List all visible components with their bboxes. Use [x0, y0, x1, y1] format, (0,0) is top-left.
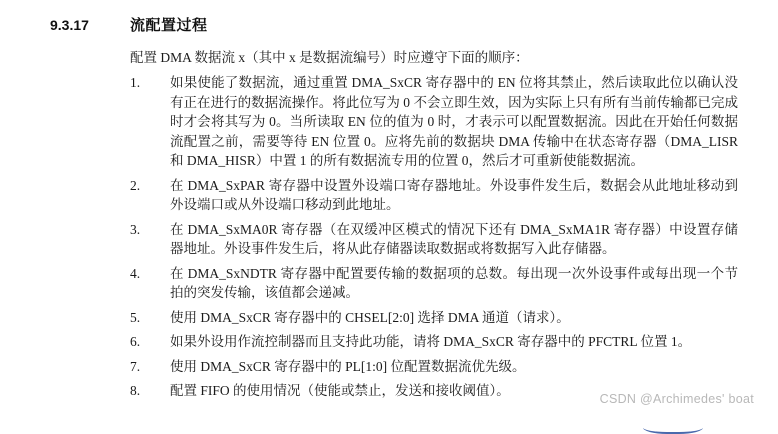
- page-curl-decoration: [643, 418, 703, 434]
- list-item-number: 4.: [130, 265, 141, 281]
- list-item-number: 1.: [130, 75, 141, 90]
- list-item: [130, 220, 738, 259]
- list-item-text: 如果使能了数据流，通过重置 DMA_SxCR 寄存器中的 EN 位将其禁止，然后读取此位以确认没有正在进行的数据流操作。将此位写为 0 不会立即生效，因为实际上只有所有当前传输都已完成时才会将其写为 0。当所读取 EN 位的值为 0 时，才表示可以配置数据流。因此在开始任何数据流配置之前，需要等待 EN 位置 0。应将先前的数据块 DMA 传输中在状态寄存器（DMA_LISR 和 DMA_HISR）中置 1 的所有数据流专用的位置 0，然后才可重新使能数据流。: [170, 75, 738, 168]
- intro-paragraph: 配置 DMA 数据流 x（其中 x 是数据流编号）时应遵守下面的顺序：: [130, 50, 529, 65]
- list-item-number: 3.: [130, 221, 141, 237]
- list-item: [130, 264, 738, 303]
- list-item-text: 使用 DMA_SxCR 寄存器中的 CHSEL[2:0] 选择 DMA 通道（请求）。: [170, 309, 570, 325]
- list-item-text: 配置 FIFO 的使用情况（使能或禁止，发送和接收阈值）。: [170, 383, 510, 398]
- list-item: [130, 357, 738, 377]
- list-item: [130, 176, 738, 215]
- section-number: 9.3.17: [50, 17, 89, 33]
- list-item: [130, 308, 738, 328]
- list-item-text: 使用 DMA_SxCR 寄存器中的 PL[1:0] 位配置数据流优先级。: [170, 358, 526, 374]
- list-item-text: 在 DMA_SxMA0R 寄存器（在双缓冲区模式的情况下还有 DMA_SxMA1R 寄存器）中设置存储器地址。外设事件发生后，将从此存储器读取数据或将数据写入此存储器。: [170, 221, 738, 256]
- list-item-number: 6.: [130, 334, 141, 349]
- list-item-text: 在 DMA_SxNDTR 寄存器中配置要传输的数据项的总数。每出现一次外设事件或每出现一个节拍的突发传输，该值都会递减。: [170, 265, 738, 300]
- list-item-number: 7.: [130, 358, 141, 374]
- watermark-text: CSDN @Archimedes' boat: [599, 392, 754, 406]
- list-item: [130, 73, 738, 171]
- section-body: [130, 48, 738, 406]
- page-title: 流配置过程: [130, 17, 208, 34]
- list-item-number: 2.: [130, 177, 141, 193]
- list-item-number: 8.: [130, 383, 141, 398]
- list-item-text: 如果外设用作流控制器而且支持此功能，请将 DMA_SxCR 寄存器中的 PFCTRL 位置 1。: [170, 334, 692, 349]
- list-item: [130, 332, 738, 352]
- section-header: [50, 14, 740, 35]
- list-item-number: 5.: [130, 309, 141, 325]
- steps-list: [130, 73, 738, 401]
- list-item-text: 在 DMA_SxPAR 寄存器中设置外设端口寄存器地址。外设事件发生后，数据会从此地址移动到外设端口或从外设端口移动到此地址。: [170, 177, 738, 212]
